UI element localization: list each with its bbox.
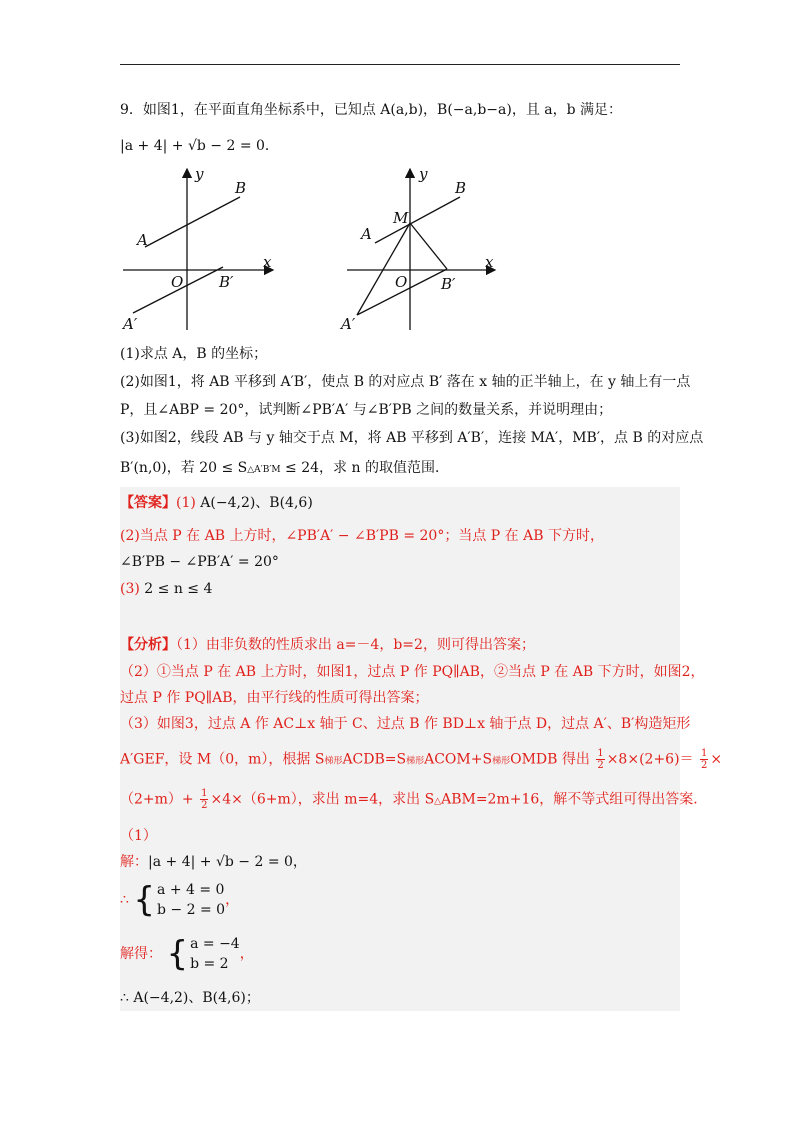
fig1-label-bp: B′ (219, 273, 234, 291)
analysis-line-1: 【分析】（1）由非负数的性质求出 a=－4，b=2，则可得出答案； (120, 637, 535, 653)
fraction-half: $\frac{1}{2}$ (201, 788, 208, 811)
solution-system-2: 解得： { a = −4 b = 2 ， (120, 934, 254, 974)
question-part-1: (1)求点 A，B 的坐标； (120, 346, 268, 362)
analysis-line-3: 过点 P 作 PQ∥AB，由平行线的性质可得出答案； (120, 690, 429, 706)
segment-mbp (410, 223, 447, 269)
fig2-label-m: M (393, 209, 409, 227)
segment-ab (145, 197, 240, 247)
top-rule (120, 64, 680, 65)
fig1-label-o: O (171, 273, 184, 291)
question-part-3a: (3)如图2，线段 AB 与 y 轴交于点 M，将 AB 平移到 A′B′，连接 MA′，MB′，点 B 的对应点 (120, 430, 704, 446)
fig2-label-x: x (485, 253, 494, 271)
fig2-label-o: O (395, 273, 408, 291)
fraction-half: $\frac{1}{2}$ (701, 748, 708, 771)
fig1-label-x: x (263, 253, 272, 271)
fig1-label-ap: A′ (123, 315, 138, 333)
analysis-line-2: （2）①当点 P 在 AB 上方时，如图1，过点 P 作 PQ∥AB，②当点 P 在 AB 下方时，如图2， (120, 664, 705, 680)
analysis-line-6: （2+m）+ $\frac{1}{2}$ ×4×（6+m），求出 m=4，求出 S△ABM=2m+16，解不等式组可得出答案． (120, 788, 708, 811)
fig1-label-y: y (195, 165, 204, 183)
solution-system-1: ∴ { a + 4 = 0 b − 2 = 0 ， (120, 880, 240, 920)
solution-final: ∴ A(−4,2)、B(4,6)； (120, 990, 260, 1006)
answer-line-3: ∠B′PB − ∠PB′A′ = 20° (120, 554, 279, 570)
analysis-line-4: （3）如图3，过点 A 作 AC⊥x 轴于 C、过点 B 作 BD⊥x 轴于点 D，过点 A′、B′构造矩形 (120, 716, 691, 732)
answer-line-2: (2)当点 P 在 AB 上方时，∠PB′A′ − ∠B′PB = 20°；当点 P 在 AB 下方时， (120, 528, 604, 544)
answer-line-1: 【答案】(1) A(−4,2)、B(4,6) (120, 495, 313, 511)
question-line-1: 9．如图1，在平面直角坐标系中，已知点 A(a,b)，B(−a,b−a)，且 a，b 满足： (120, 102, 623, 118)
question-part-3b: B′(n,0)，若 20 ≤ S△A′B′M ≤ 24，求 n 的取值范围． (120, 460, 449, 476)
solution-line-jie: 解：|a + 4| + √b − 2 = 0， (120, 854, 307, 870)
fraction-half: $\frac{1}{2}$ (597, 748, 604, 771)
fig2-label-ap: A′ (341, 315, 356, 333)
question-line-2: |a + 4| + √b − 2 = 0． (120, 138, 279, 154)
fig1-label-b: B (235, 179, 247, 197)
figure-1 (115, 165, 290, 340)
analysis-line-5: A′GEF，设 M（0，m），根据 S梯形ACDB=S梯形ACOM+S梯形OMDB 得出 $\frac{1}{2}$ ×8×(2+6)＝ $\frac{1}{2}$ × (120, 748, 723, 771)
fig2-label-y: y (419, 165, 428, 183)
fig1-label-a: A (137, 231, 148, 249)
fig2-label-b: B (455, 179, 467, 197)
segment-ab (375, 197, 460, 243)
question-part-2a: (2)如图1，将 AB 平移到 A′B′，使点 B 的对应点 B′ 落在 x 轴的正半轴上，在 y 轴上有一点 (120, 374, 691, 390)
answer-line-4: (3) 2 ≤ n ≤ 4 (120, 581, 213, 597)
fig2-label-a: A (361, 225, 372, 243)
fig2-label-bp: B′ (441, 275, 456, 293)
question-part-2b: P，且∠ABP = 20°，试判断∠PB′A′ 与∠B′PB 之间的数量关系，并说明理由； (120, 402, 613, 418)
figure-2 (335, 165, 510, 340)
solution-part-1: （1） (120, 828, 157, 844)
